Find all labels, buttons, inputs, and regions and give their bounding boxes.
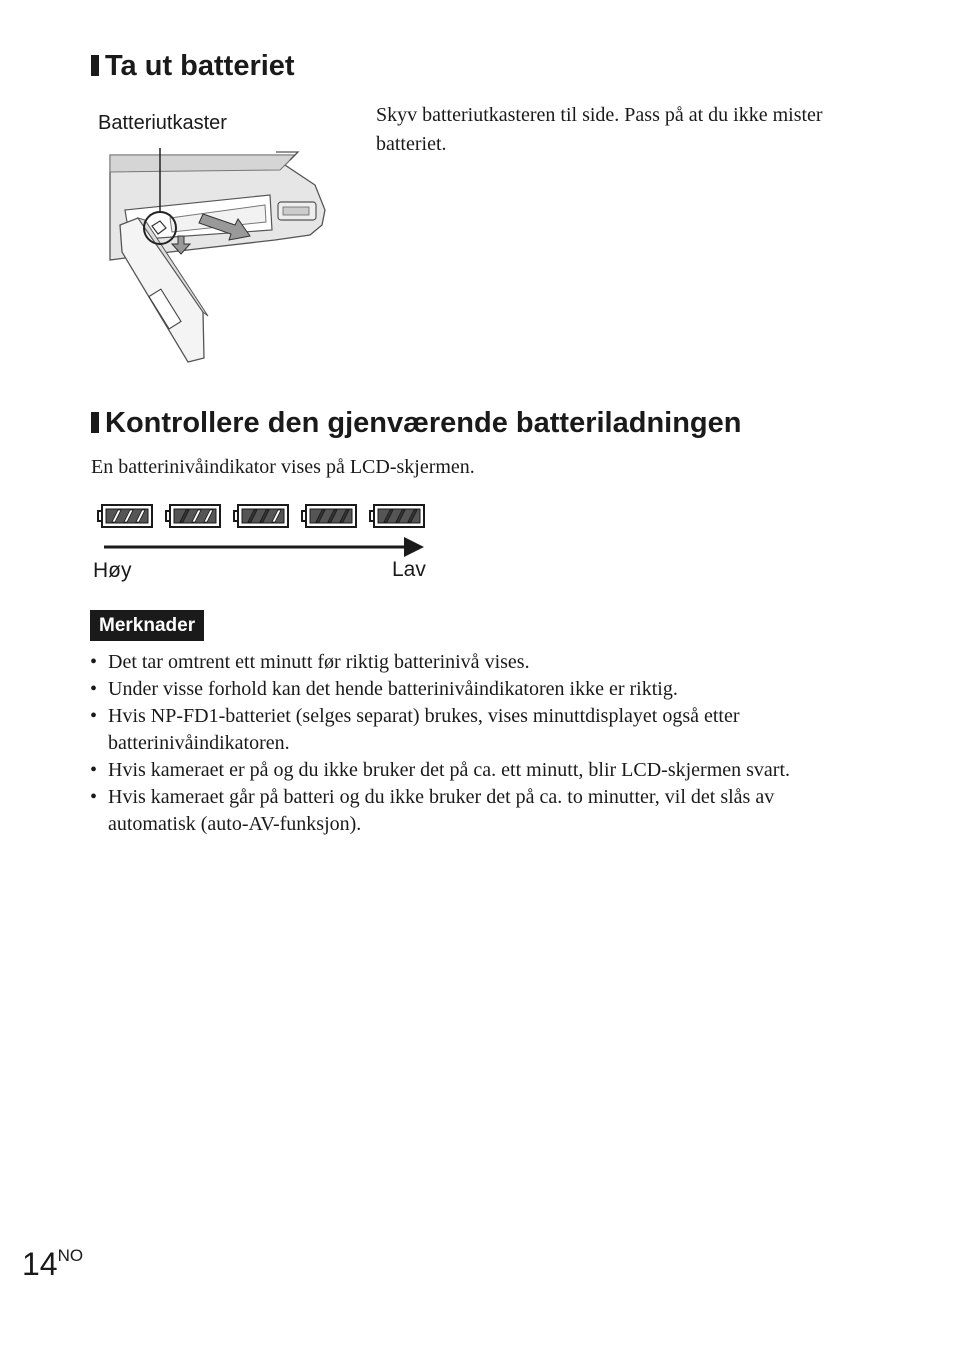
notes-badge: Merknader xyxy=(90,610,204,641)
notes-list xyxy=(90,649,860,838)
battery-level-icon xyxy=(98,505,152,527)
heading-text: Kontrollere den gjenværende batteriladningen xyxy=(105,407,742,439)
heading-text: Ta ut batteriet xyxy=(105,50,295,82)
page-number xyxy=(22,1240,83,1280)
note-text: Hvis kameraet er på og du ikke bruker det på ca. ett minutt, blir LCD-skjermen svart. xyxy=(108,759,791,781)
bullet: • xyxy=(90,786,98,808)
instruction-text: Skyv batteriutkasteren til side. Pass på at du ikke mister batteriet. xyxy=(376,104,823,155)
battery-level-icon xyxy=(370,505,424,527)
note-text: Hvis NP-FD1-batteriet (selges separat) brukes, vises minuttdisplayet også etter batterinivåindikatoren. xyxy=(108,705,740,754)
low-label: Lav xyxy=(392,558,426,581)
battery-indicator-row xyxy=(95,500,435,534)
battery-level-icon xyxy=(302,505,356,527)
list-item xyxy=(90,649,860,676)
list-item xyxy=(90,703,860,757)
note-text: Hvis kameraet går på batteri og du ikke bruker det på ca. to minutter, vil det slås av automatisk (auto-AV-funksjon). xyxy=(108,786,775,835)
heading-marker xyxy=(91,412,99,433)
battery-level-icon xyxy=(166,505,220,527)
bullet: • xyxy=(90,651,98,673)
section-heading-check-battery xyxy=(91,406,742,440)
high-label: Høy xyxy=(93,559,132,582)
level-arrow xyxy=(100,535,430,559)
bullet: • xyxy=(90,759,98,781)
note-text: Under visse forhold kan det hende batterinivåindikatoren ikke er riktig. xyxy=(108,678,678,700)
page-number-suffix: NO xyxy=(57,1246,84,1265)
figure-label: Batteriutkaster xyxy=(98,112,227,134)
section-heading-remove-battery xyxy=(91,49,295,83)
list-item xyxy=(90,757,860,784)
intro-text: En batterinivåindikator vises på LCD-skjermen. xyxy=(91,456,475,478)
list-item xyxy=(90,784,860,838)
battery-level-icon xyxy=(234,505,288,527)
list-item xyxy=(90,676,860,703)
heading-marker xyxy=(91,55,99,76)
bullet: • xyxy=(90,678,98,700)
page-number-value: 14 xyxy=(22,1246,58,1282)
note-text: Det tar omtrent ett minutt før riktig batterinivå vises. xyxy=(108,651,530,673)
bullet: • xyxy=(90,705,98,727)
camera-battery-illustration xyxy=(100,140,340,370)
